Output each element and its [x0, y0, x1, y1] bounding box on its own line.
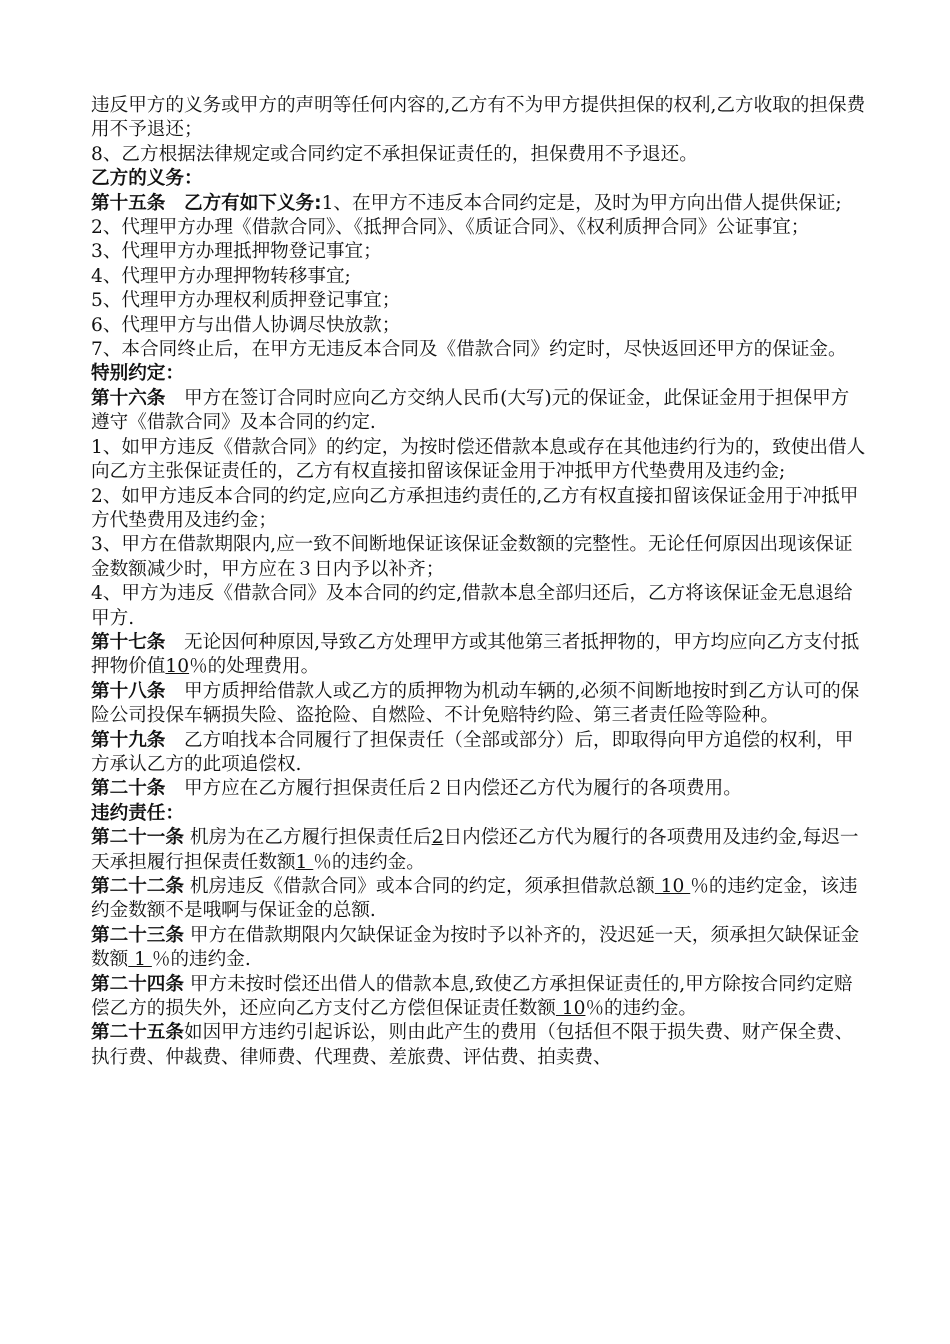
article-heading: 第二十四条: [91, 973, 184, 995]
list-item-text: 3、代理甲方办理抵押物登记事宜；: [91, 241, 382, 263]
list-item-text: 2、如甲方违反本合同的约定,应向乙方承担违约责任的,乙方有权直接扣留该保证金用于冲抵甲方代垫费用及违约金；: [91, 485, 859, 531]
list-item-text: 2、代理甲方办理《借款合同》、《抵押合同》、《质证合同》、《权利质押合同》公证事宜；: [91, 217, 810, 239]
list-item: [91, 240, 866, 264]
article-text: 1、在甲方不违反本合同约定是，及时为甲方向出借人提供保证;: [321, 192, 842, 214]
article-text: ％的违约定金，该违约金数额不是哦啊与保证金的总额.: [91, 876, 858, 922]
section-heading-obligations: [91, 167, 866, 191]
article-heading: 第二十条: [91, 778, 166, 800]
list-item-text: 1、如甲方违反《借款合同》的约定，为按时偿还借款本息或存在其他违约行为的，致使出借人向乙方主张保证责任的，乙方有权直接扣留该保证金用于冲抵甲方代垫费用及违约金;: [91, 436, 866, 483]
article-text: 甲方在借款期限内欠缺保证金为按时予以补齐的，没迟延一天，须承担欠缺保证金数额: [91, 924, 860, 971]
article-25: [91, 1021, 866, 1070]
paragraph-text: 违反甲方的义务或甲方的声明等任何内容的,乙方有不为甲方提供担保的权利,乙方收取的担保费用不予退还；: [91, 95, 866, 141]
list-item-text: 6、代理甲方与出借人协调尽快放款；: [91, 314, 401, 336]
article-heading: 第十六条: [91, 387, 166, 409]
article-text: 机房为在乙方履行担保责任后: [183, 827, 432, 849]
article-text: 甲方质押给借款人或乙方的质押物为机动车辆的,必须不间断地按时到乙方认可的保险公司投保车辆损失险、盗抢险、自燃险、不计免赔特约险、第三者责任险等险种。: [91, 680, 860, 727]
article-text: 乙方咱找本合同履行了担保责任（全部或部分）后，即取得向甲方追偿的权利，甲方承认乙方的此项追偿权.: [91, 729, 854, 775]
section-heading: 违约责任：: [91, 802, 184, 824]
article-17: [91, 631, 866, 680]
section-heading: 特别约定：: [91, 363, 184, 385]
list-item: [91, 485, 866, 534]
paragraph: [91, 143, 866, 167]
article-heading: 第十五条 乙方有如下义务:: [91, 192, 322, 214]
article-20: [91, 777, 866, 801]
article-text: 无论因何种原因,导致乙方处理甲方或其他第三者抵押物的，甲方均应向乙方支付抵押物价值: [91, 631, 860, 678]
article-heading: 第二十一条: [91, 827, 184, 849]
filled-value: 2: [431, 827, 444, 849]
article-24: [91, 973, 866, 1022]
article-text: 甲方未按时偿还出借人的借款本息,致使乙方承担保证责任的,甲方除按合同约定赔偿乙方的损失外，还应向乙方支付乙方偿但保证责任数额: [91, 973, 853, 1020]
list-item: [91, 289, 866, 313]
article-heading: 第二十二条: [91, 876, 184, 897]
paragraph-text: 8、乙方根据法律规定或合同约定不承担保证责任的，担保费用不予退还。: [91, 143, 698, 165]
article-text: 如因甲方违约引起诉讼，则由此产生的费用（包括但不限于损失费、财产保全费、执行费、仲裁费、律师费、代理费、差旅费、评估费、拍卖费、: [91, 1022, 854, 1068]
article-text: ％的违约金.: [151, 949, 251, 971]
list-item-text: 4、甲方为违反《借款合同》及本合同的约定,借款本息全部归还后，乙方将该保证金无息退给甲方.: [91, 583, 853, 629]
article-23: [91, 924, 866, 973]
article-16: [91, 387, 866, 436]
article-15: [91, 192, 866, 216]
article-heading: 第十八条: [91, 680, 166, 702]
article-text: ％的处理费用。: [189, 656, 320, 678]
section-heading-liability: [91, 802, 866, 826]
filled-value: 10: [555, 998, 586, 1020]
list-item: [91, 533, 866, 582]
list-item: [91, 582, 866, 631]
filled-value: 10: [654, 876, 691, 897]
filled-value: 1: [128, 949, 152, 971]
article-19: [91, 729, 866, 778]
paragraph: [91, 94, 866, 143]
article-18: [91, 680, 866, 729]
article-text: 甲方在签订合同时应向乙方交纳人民币(大写)元的保证金，此保证金用于担保甲方遵守《借款合同》及本合同的约定.: [91, 387, 850, 434]
list-item: [91, 436, 866, 485]
article-heading: 第十七条: [91, 631, 166, 653]
list-item-text: 4、代理甲方办理押物转移事宜;: [91, 265, 351, 287]
filled-value: 10: [165, 656, 190, 678]
article-text: ％的违约金。: [585, 998, 698, 1020]
article-heading: 第二十三条: [91, 924, 184, 946]
article-text: 机房违反《借款合同》或本合同的约定，须承担借款总额: [183, 876, 655, 897]
list-item-text: 7、本合同终止后，在甲方无违反本合同及《借款合同》约定时，尽快返回还甲方的保证金。: [91, 339, 847, 361]
article-heading: 第十九条: [91, 729, 166, 751]
article-text: 日内偿还乙方代为履行的各项费用及违约金,每迟一天承担履行担保责任数额: [91, 827, 859, 873]
filled-value: 1: [295, 851, 314, 873]
article-22: [91, 875, 866, 924]
list-item: [91, 216, 866, 240]
article-text: 甲方应在乙方履行担保责任后２日内偿还乙方代为履行的各项费用。: [165, 778, 742, 800]
section-heading: 乙方的义务：: [91, 168, 203, 190]
article-text: ％的违约金。: [313, 851, 425, 873]
section-heading-special: [91, 362, 866, 386]
list-item-text: 3、甲方在借款期限内,应一致不间断地保证该保证金数额的完整性。无论任何原因出现该保证金数额减少时，甲方应在３日内予以补齐；: [91, 534, 853, 580]
list-item: [91, 265, 866, 289]
contract-body: [91, 94, 866, 1070]
list-item: [91, 338, 866, 362]
list-item: [91, 314, 866, 338]
list-item-text: 5、代理甲方办理权利质押登记事宜；: [91, 290, 401, 312]
article-heading: 第二十五条: [91, 1022, 184, 1044]
article-21: [91, 826, 866, 875]
